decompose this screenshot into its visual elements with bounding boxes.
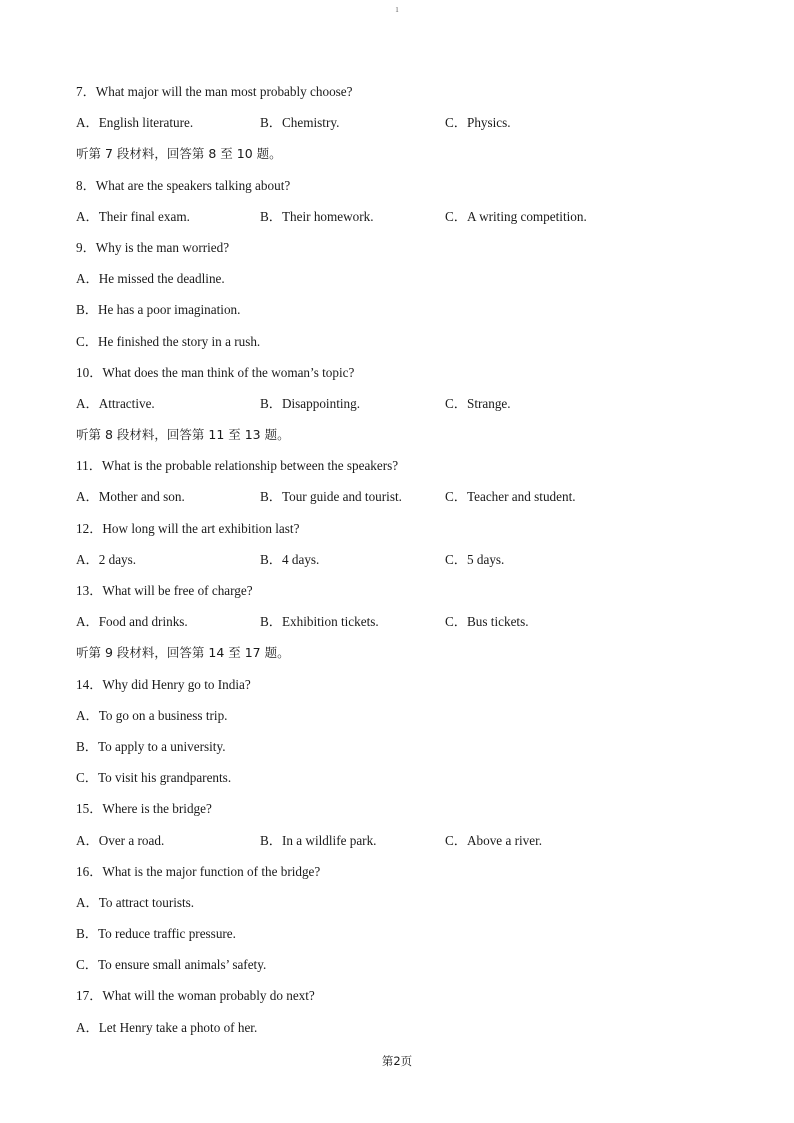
- options-row-15: [76, 832, 736, 863]
- option-8-a: A．Their final exam.: [76, 208, 190, 224]
- option-16-c: C．To ensure small animals’ safety.: [76, 957, 267, 973]
- question-stem-17: 17．What will the woman probably do next?: [76, 988, 315, 1004]
- option-14-a: A．To go on a business trip.: [76, 707, 228, 723]
- option-9-a: A．He missed the deadline.: [76, 271, 225, 287]
- question-stem-9: 9．Why is the man worried?: [76, 239, 230, 255]
- section-heading-7: 听第 7 段材料，回答第 8 至 10 题。: [76, 146, 282, 162]
- option-17-a: A．Let Henry take a photo of her.: [76, 1019, 258, 1035]
- options-row-10: [76, 395, 736, 426]
- question-stem-8: 8．What are the speakers talking about?: [76, 177, 291, 193]
- option-9-c: C．He finished the story in a rush.: [76, 333, 261, 349]
- page-number-footer: 第2页: [381, 1054, 413, 1068]
- section-heading-9: 听第 9 段材料，回答第 14 至 17 题。: [76, 645, 290, 661]
- option-12-b: B．4 days.: [260, 551, 320, 567]
- option-10-b: B．Disappointing.: [260, 395, 361, 411]
- option-8-b: B．Their homework.: [260, 208, 374, 224]
- question-stem-13: 13．What will be free of charge?: [76, 583, 253, 598]
- question-stem-10: 10．What does the man think of the woman’s topic?: [76, 364, 355, 380]
- options-row-8: [76, 208, 736, 239]
- question-stem-16: 16．What is the major function of the bridge?: [76, 863, 321, 879]
- option-15-c: C．Above a river.: [445, 832, 543, 848]
- section-heading-8: 听第 8 段材料，回答第 11 至 13 题。: [76, 427, 290, 443]
- option-10-c: C．Strange.: [445, 395, 511, 411]
- option-10-a: A．Attractive.: [76, 395, 155, 411]
- question-stem-7: 7．What major will the man most probably choose?: [76, 84, 353, 99]
- option-11-c: C．Teacher and student.: [445, 489, 576, 505]
- options-row-7: [76, 114, 736, 145]
- option-13-c: C．Bus tickets.: [445, 614, 529, 630]
- options-row-11: [76, 488, 736, 519]
- option-15-a: A．Over a road.: [76, 832, 165, 848]
- option-16-a: A．To attract tourists.: [76, 894, 195, 910]
- option-7-c: C．Physics.: [445, 115, 511, 131]
- option-12-a: A．2 days.: [76, 551, 137, 567]
- option-7-a: A．English literature.: [76, 115, 194, 131]
- question-stem-15: 15．Where is the bridge?: [76, 801, 212, 817]
- option-11-a: A．Mother and son.: [76, 489, 185, 505]
- question-list: [76, 83, 736, 1050]
- option-15-b: B．In a wildlife park.: [260, 832, 377, 848]
- page-top-mark: 1: [395, 6, 399, 14]
- options-row-12: [76, 551, 736, 582]
- question-stem-14: 14．Why did Henry go to India?: [76, 676, 251, 692]
- question-stem-12: 12．How long will the art exhibition last?: [76, 520, 300, 536]
- option-16-b: B．To reduce traffic pressure.: [76, 926, 236, 942]
- option-8-c: C．A writing competition.: [445, 208, 587, 224]
- option-13-a: A．Food and drinks.: [76, 614, 188, 630]
- option-9-b: B．He has a poor imagination.: [76, 302, 241, 318]
- option-14-c: C．To visit his grandparents.: [76, 770, 232, 786]
- question-stem-11: 11．What is the probable relationship between the speakers?: [76, 458, 399, 474]
- option-13-b: B．Exhibition tickets.: [260, 614, 379, 630]
- options-row-13: [76, 613, 736, 644]
- option-14-b: B．To apply to a university.: [76, 738, 226, 754]
- option-12-c: C．5 days.: [445, 551, 505, 567]
- option-7-b: B．Chemistry.: [260, 115, 340, 131]
- option-11-b: B．Tour guide and tourist.: [260, 489, 402, 505]
